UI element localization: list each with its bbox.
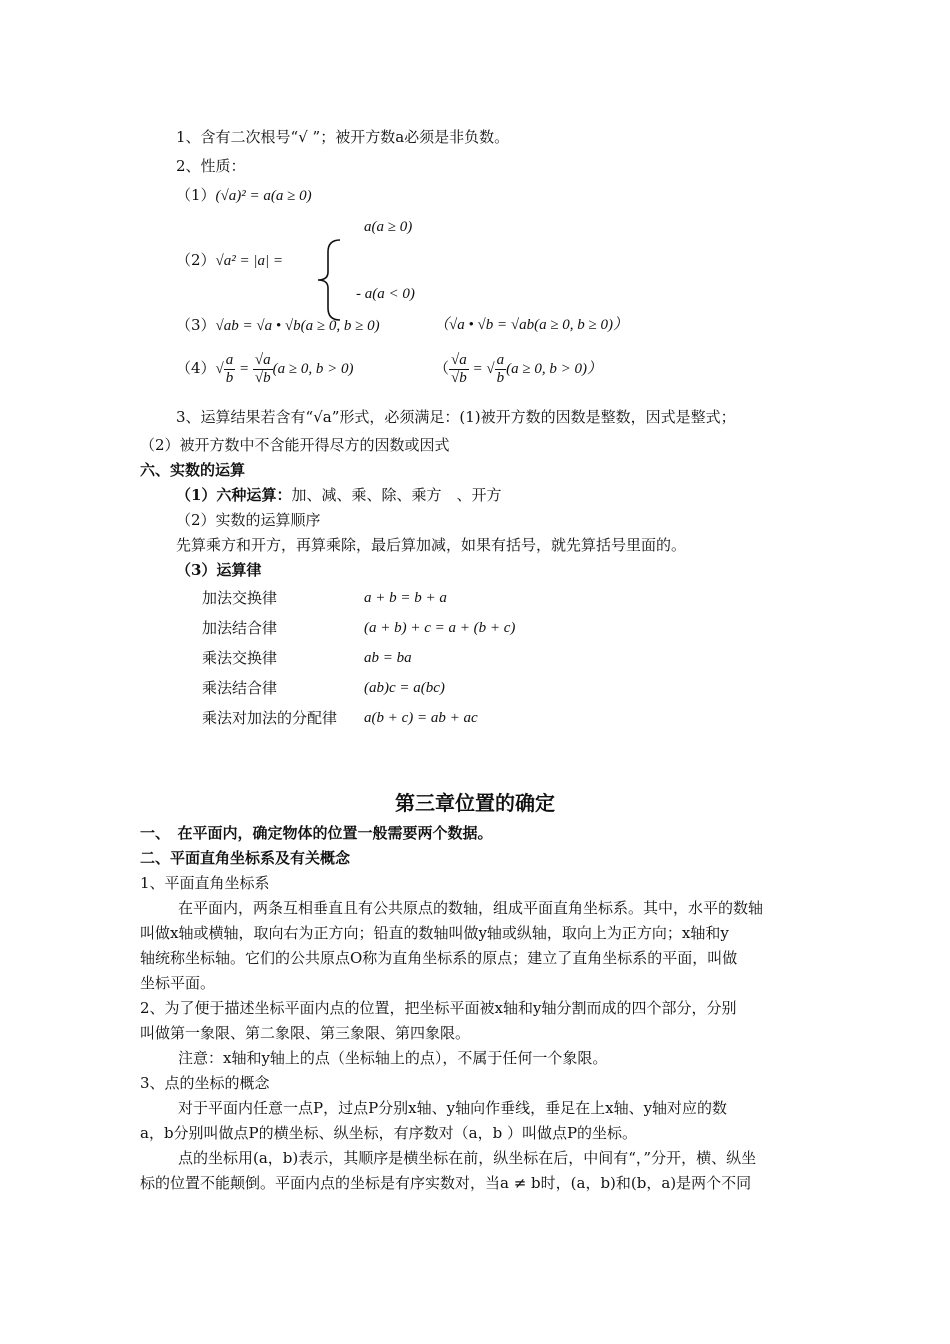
law-name: 乘法交换律 <box>202 649 278 667</box>
law-name: 乘法对加法的分配律 <box>202 709 338 727</box>
property-4-alternate: （ $\frac{√a}{√b}$ = √ $\frac{a}{b}$ (a ≥ 0, b > 0)） <box>434 351 602 386</box>
law-formula: ab = ba <box>364 650 412 666</box>
law-formula: (a + b) + c = a + (b + c) <box>364 620 516 636</box>
fraction-a-over-b: $\frac{a}{b}$ <box>225 351 234 386</box>
paragraph-line: 轴统称坐标轴。它们的公共原点O称为直角坐标系的原点；建立了直角坐标系的平面，叫做 <box>140 949 738 967</box>
paragraph-line: 点的坐标用(a，b)表示，其顺序是横坐标在前，纵坐标在后，中间有“，”分开，横、纵坐 <box>178 1149 757 1167</box>
fraction-sqrt-a-over-sqrt-b: $\frac{√a}{√b}$ <box>254 351 271 386</box>
operation-result-rule-cont: （2）被开方数中不含能开得尽方的因数或因式 <box>140 436 450 454</box>
property-4-condition: (a ≥ 0, b > 0) <box>272 361 354 377</box>
radical-definition-line: 1、含有二次根号“√ ”；被开方数a必须是非负数。 <box>176 128 510 146</box>
operation-order-text: 先算乘方和开方，再算乘除，最后算加减，如果有括号，就先算括号里面的。 <box>176 536 687 554</box>
property-1 <box>176 185 312 206</box>
property-2-left: √a² = |a| = <box>215 253 284 269</box>
subheading-coordinate-system: 1、平面直角坐标系 <box>140 874 270 892</box>
property-3-label: （3） <box>176 316 216 334</box>
paragraph-line: 标的位置不能颠倒。平面内点的坐标是有序实数对，当a ≠ b时，(a，b)和(b，a)是两个不同 <box>140 1174 752 1192</box>
law-formula: (ab)c = a(bc) <box>364 680 445 696</box>
law-name: 加法结合律 <box>202 619 278 637</box>
properties-heading: 2、性质： <box>176 157 246 175</box>
note-line: 注意：x轴和y轴上的点（坐标轴上的点），不属于任何一个象限。 <box>178 1049 608 1067</box>
paragraph-line: 2、为了便于描述坐标平面内点的位置，把坐标平面被x轴和y轴分割而成的四个部分，分别 <box>140 999 737 1017</box>
six-operations: （1）六种运算：加、减、乘、除、乘方 、开方 <box>176 486 502 504</box>
property-2-case-negative: - a(a < 0) <box>356 286 415 302</box>
law-formula: a(b + c) = ab + ac <box>364 710 478 726</box>
paragraph-line: 叫做第一象限、第二象限、第三象限、第四象限。 <box>140 1024 471 1042</box>
property-2-label: （2） <box>176 251 216 269</box>
operation-laws-heading: （3）运算律 <box>176 561 262 579</box>
property-2-case-positive: a(a ≥ 0) <box>364 219 413 235</box>
chapter-point-1: 一、 在平面内，确定物体的位置一般需要两个数据。 <box>140 824 493 842</box>
left-brace-icon <box>314 238 344 322</box>
property-3 <box>176 315 380 336</box>
paragraph-line: 叫做x轴或横轴，取向右为正方向；铅直的数轴叫做y轴或纵轴，取向上为正方向；x轴和y <box>140 924 729 942</box>
law-formula: a + b = b + a <box>364 590 447 606</box>
property-2 <box>176 250 283 271</box>
paragraph-line: a，b分别叫做点P的横坐标、纵坐标，有序数对（a，b ）叫做点P的坐标。 <box>140 1124 638 1142</box>
property-3-alternate: （√a • √b = √ab(a ≥ 0, b ≥ 0)） <box>434 317 629 333</box>
law-name: 加法交换律 <box>202 589 278 607</box>
section-heading-real-operations: 六、实数的运算 <box>140 461 246 479</box>
property-4: （4）√ $\frac{a}{b}$ = $\frac{√a}{√b}$ (a ≥ 0, b > 0) <box>176 351 354 386</box>
chapter-point-2: 二、平面直角坐标系及有关概念 <box>140 849 351 867</box>
chapter-title: 第三章位置的确定 <box>395 791 555 815</box>
law-name: 乘法结合律 <box>202 679 278 697</box>
property-3-formula: √ab = √a • √b(a ≥ 0, b ≥ 0) <box>215 318 380 334</box>
property-1-label: （1） <box>176 186 216 204</box>
property-1-formula: (√a)² = a(a ≥ 0) <box>215 188 312 204</box>
paragraph-line: 对于平面内任意一点P，过点P分别x轴、y轴向作垂线，垂足在上x轴、y轴对应的数 <box>178 1099 728 1117</box>
operation-result-rule: 3、运算结果若含有“√a”形式，必须满足：(1)被开方数的因数是整数，因式是整式； <box>176 408 736 426</box>
paragraph-line: 在平面内，两条互相垂直且有公共原点的数轴，组成平面直角坐标系。其中，水平的数轴 <box>178 899 764 917</box>
property-4-label: （4） <box>176 359 216 377</box>
subheading-point-coordinates: 3、点的坐标的概念 <box>140 1074 270 1092</box>
operation-order-heading: （2）实数的运算顺序 <box>176 511 321 529</box>
paragraph-line: 坐标平面。 <box>140 974 216 992</box>
